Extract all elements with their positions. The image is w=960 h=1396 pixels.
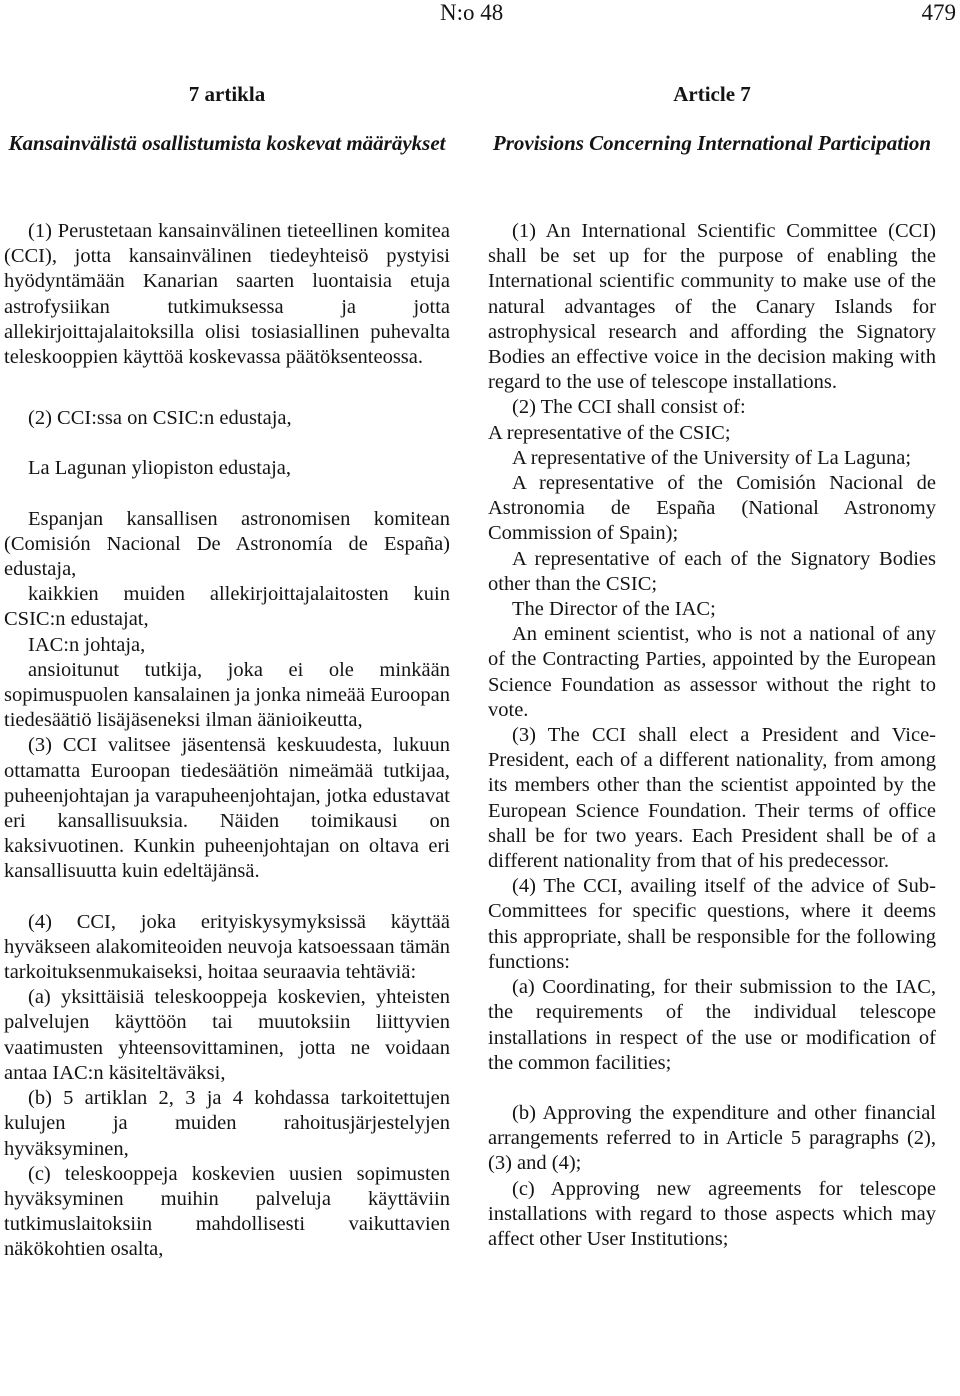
paragraph-2-item-en: A representative of each of the Signatory Bodies other than the CSIC; <box>488 547 936 595</box>
paragraph-2-item-fi: IAC:n johtaja, <box>28 633 146 656</box>
finnish-column <box>4 82 450 1263</box>
paragraph-1-en: (1) An International Scientific Committee (CCI) shall be set up for the purpose of enabling the International scientific community to make use of the natural advantages of the Canary Islands for astrophysical research and affording the Signatory Bodies an effective voice in the decision making with regard to the use of telescope installations. <box>488 220 936 394</box>
page-header <box>0 0 960 30</box>
paragraph-4-item-b-fi: (b) 5 artiklan 2, 3 ja 4 kohdassa tarkoitettujen kulujen ja muiden rahoitusjärjestelyjen hyväksyminen, <box>4 1087 450 1160</box>
article-subtitle-fi: Kansainvälistä osallistumista koskevat määräykset <box>8 131 446 155</box>
article-title-en: Article 7 <box>673 82 751 106</box>
paragraph-4-item-c-en: (c) Approving new agreements for telescope installations with regard to those aspects which may affect other User Institutions; <box>488 1177 936 1250</box>
paragraph-2-item-fi: La Lagunan yliopiston edustaja, <box>28 457 292 480</box>
article-body-en <box>488 219 936 1252</box>
paragraph-4-en: (4) The CCI, availing itself of the advice of Sub-Committees for specific questions, where it deems this appropriate, shall be responsible for the following functions: <box>488 875 936 973</box>
paragraph-3-en: (3) The CCI shall elect a President and Vice-President, each of a different nationality, from among its members other than the scientist appointed by the European Science Foundation. Their terms of office shall be for two years. Each President shall be of a different nationality from that of his predecessor. <box>488 724 936 873</box>
paragraph-1-fi: (1) Perustetaan kansainvälinen tieteellinen komitea (CCI), jotta kansainvälinen tiedeyhteisö pystyisi hyödyntämään Kanarian saarten luontaisia etuja astrofysiikan tutkimuksessa ja jotta allekirjoittajalaitoksilla olisi tosiasiallinen puhevalta teleskooppien käyttöä koskevassa päätöksenteossa. <box>4 220 450 369</box>
paragraph-4-item-a-en: (a) Coordinating, for their submission to the IAC, the requirements of the individual telescope installations in respect of the use or modification of the common facilities; <box>488 976 936 1074</box>
paragraph-2-item-fi: ansioitunut tutkija, joka ei ole minkään sopimuspuolen kansalainen ja jonka nimeää Euroopan tiedesäätiö lisäjäseneksi ilman äänioikeutta, <box>4 658 450 732</box>
paragraph-2-item-fi: kaikkien muiden allekirjoittajalaitosten kuin CSIC:n edustajat, <box>4 583 450 631</box>
paragraph-3-fi: (3) CCI valitsee jäsentensä keskuudesta, lukuun ottamatta Euroopan tiedesäätiön nimeämää tutkijaa, puheenjohtajan ja varapuheenjohtajan, jotka edustavat eri kansallisuuksia. Näiden toimikausi on kaksivuotinen. Kunkin puheenjohtajan on oltava eri kansallisuutta kuin edeltäjänsä. <box>4 734 450 883</box>
paragraph-4-fi: (4) CCI, joka erityiskysymyksissä käyttää hyväkseen alakomiteoiden neuvoja katsoessaan tämän tarkoituksenmukaiseksi, hoitaa seuraavia tehtäviä: <box>4 910 450 984</box>
article-title-fi: 7 artikla <box>188 82 266 106</box>
paragraph-2-item-en: An eminent scientist, who is not a national of any of the Contracting Parties, appointed by the European Science Foundation as assessor without the right to vote. <box>488 623 936 721</box>
paragraph-2-en: (2) The CCI shall consist of: <box>512 396 746 419</box>
english-column <box>488 82 936 1252</box>
paragraph-2-fi: (2) CCI:ssa on CSIC:n edustaja, <box>28 407 292 430</box>
paragraph-2-item-en: A representative of the University of La Laguna; <box>512 446 912 469</box>
paragraph-2-item-fi: Espanjan kansallisen astronomisen komitean (Comisión Nacional De Astronomía de España) edustaja, <box>4 507 450 581</box>
article-subtitle-en: Provisions Concerning International Participation <box>492 131 932 155</box>
paragraph-4-item-a-fi: (a) yksittäisiä teleskooppeja koskevien, yhteisten palvelujen käyttöön tai muutoksiin liittyvien vaatimusten yhteensovittaminen, jotta ne voidaan antaa IAC:n käsiteltäväksi, <box>4 986 450 1084</box>
paragraph-2-item-en: The Director of the IAC; <box>512 598 716 621</box>
paragraph-4-item-c-fi: (c) teleskooppeja koskevien uusien sopimusten hyväksyminen muihin palveluja käyttäviin tutkimuslaitoksiin mahdollisesti vaikuttavien näkökohtien osalta, <box>4 1162 450 1261</box>
issue-number: N:o 48 <box>440 0 504 25</box>
paragraph-2-item-en: A representative of the Comisión Nacional de Astronomia de España (National Astronomy Commission of Spain); <box>488 472 936 545</box>
paragraph-4-item-b-en: (b) Approving the expenditure and other financial arrangements referred to in Article 5 paragraphs (2), (3) and (4); <box>488 1101 936 1175</box>
article-body-fi <box>4 219 450 1263</box>
paragraph-2-item-en: A representative of the CSIC; <box>488 421 731 444</box>
page-number: 479 <box>921 0 956 25</box>
